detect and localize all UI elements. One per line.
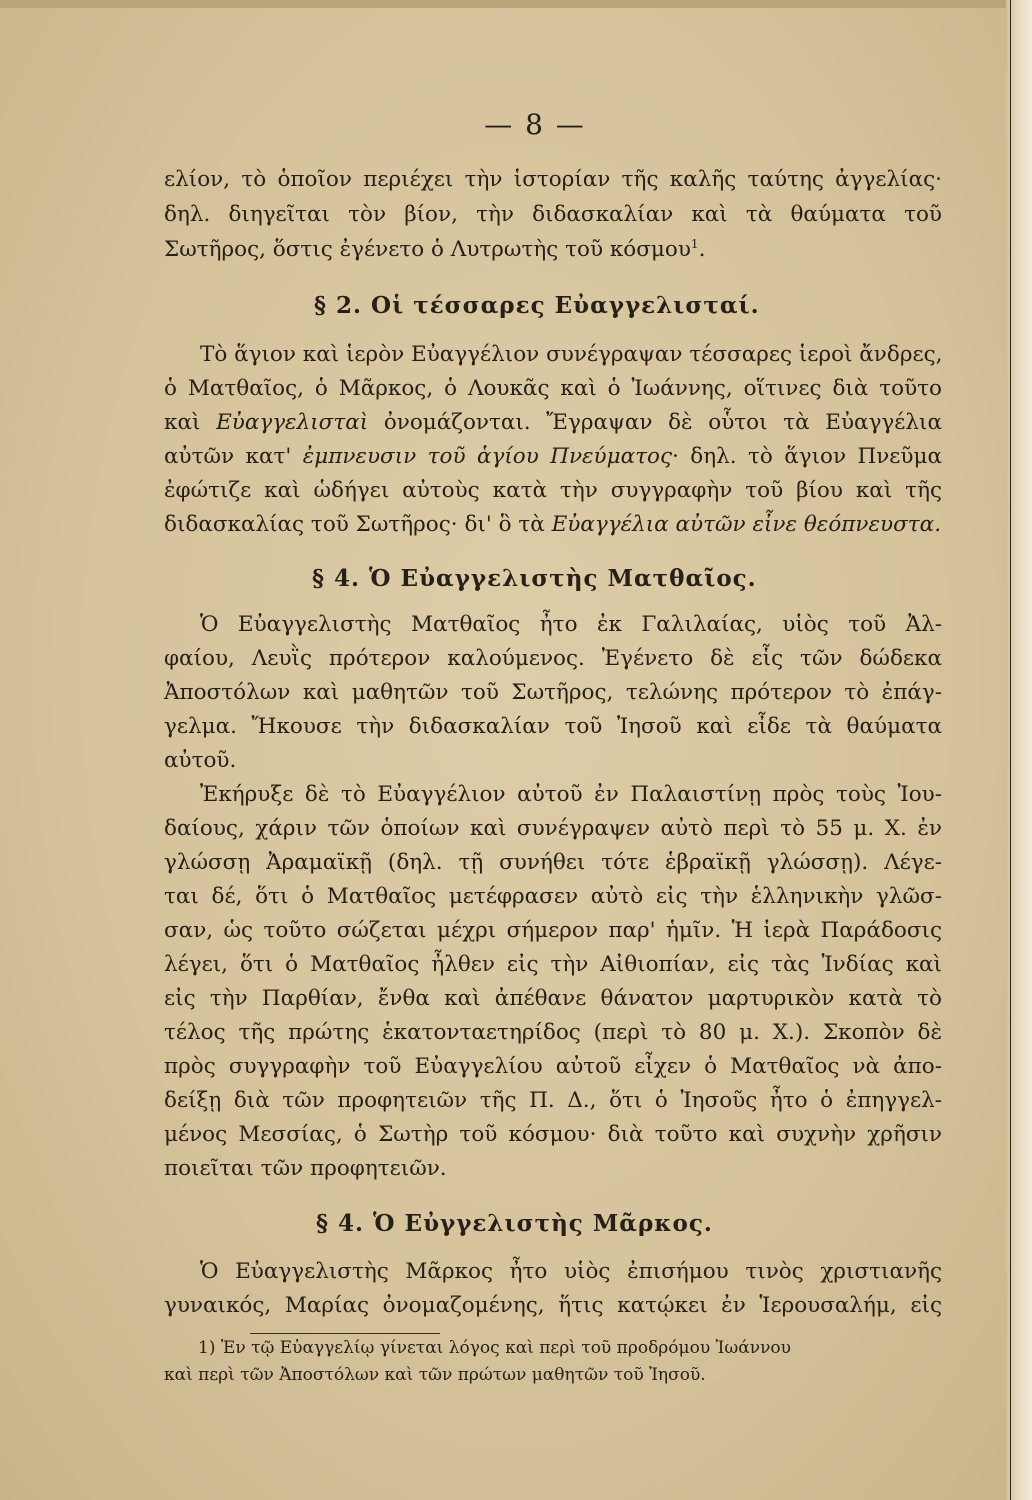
italic-phrase: ἐμπνευσιν τοῦ ἁγίου Πνεύματος [302,444,672,469]
paragraph-line: Ἐκήρυξε δὲ τὸ Εὐαγγέλιον αὐτοῦ ἐν Παλαιστίνῃ πρὸς τοὺς Ἰου- [200,782,942,807]
paragraph-line: Ἀποστόλων καὶ μαθητῶν τοῦ Σωτῆρος, τελώνης πρότερον τὸ ἐπάγ- [164,680,942,705]
paragraph-line: φαίου, Λευῒς πρότερον καλούμενος. Ἐγένετο δὲ εἷς τῶν δώδεκα [164,646,942,671]
paragraph-line: μένος Μεσσίας, ὁ Σωτὴρ τοῦ κόσμου· διὰ τοῦτο καὶ συχνὴν χρῆσιν [164,1122,942,1147]
paragraph-line: πρὸς συγγραφὴν τοῦ Εὐαγγελίου αὐτοῦ εἶχεν ὁ Ματθαῖος νὰ ἀπο- [164,1054,942,1079]
line-text: ὀνομάζονται. Ἔγραψαν δὲ οὗτοι τὰ Εὐαγγέλια [368,410,942,435]
paragraph-line: εἰς τὴν Παρθίαν, ἔνθα καὶ ἀπέθανε θάνατον μαρτυρικὸν κατὰ τὸ [164,986,942,1011]
paragraph-line: ἐφώτιζε καὶ ὡδήγει αὐτοὺς κατὰ τὴν συγγραφὴν τοῦ βίου καὶ τῆς [164,478,942,503]
paragraph-line: ποιεῖται τῶν προφητειῶν. [164,1156,447,1181]
paragraph-line: Τὸ ἅγιον καὶ ἱερὸν Εὐαγγέλιον συνέγραψαν τέσσαρες ἱεροὶ ἄνδρες, [200,342,943,367]
paragraph-line [164,512,942,537]
paragraph-line [164,444,942,469]
line-text: διδασκαλίας τοῦ Σωτῆρος· δι' ὃ τὰ [164,512,552,537]
paragraph-line: αὐτοῦ. [164,748,237,773]
paragraph-line: δαίους, χάριν τῶν ὁποίων καὶ συνέγραψεν αὐτὸ περὶ τὸ 55 μ. Χ. ἐν [164,816,942,841]
paragraph-line: γλώσσῃ Ἀραμαϊκῇ (δηλ. τῇ συνήθει τότε ἑβραϊκῇ γλώσσῃ). Λέγε- [164,850,942,875]
paragraph-line: Ὁ Εὐαγγελιστὴς Μᾶρκος ἦτο υἱὸς ἐπισήμου τινὸς χριστιανῆς [200,1259,942,1284]
footnote-rule [250,1333,440,1334]
paragraph-line: σαν, ὡς τοῦτο σώζεται μέχρι σήμερον παρ' ἡμῖν. Ἡ ἱερὰ Παράδοσις [164,918,942,943]
paragraph-line: ται δέ, ὅτι ὁ Ματθαῖος μετέφρασεν αὐτὸ εἰς τὴν ἑλληνικὴν γλῶσ- [164,884,942,909]
paragraph-line: γελμα. Ἤκουσε τὴν διδασκαλίαν τοῦ Ἰησοῦ καὶ εἶδε τὰ θαύματα [164,714,942,739]
italic-phrase: Εὐαγγέλια αὐτῶν εἶνε θεόπνευστα. [551,512,942,537]
italic-term: Εὐαγγελισταὶ [216,410,369,435]
intro-line-text: Σωτῆρος, ὅστις ἐγένετο ὁ Λυτρωτὴς τοῦ κόσμου [164,237,691,263]
intro-line: δηλ. διηγεῖται τὸν βίον, τὴν διδασκαλίαν καὶ τὰ θαύματα τοῦ [164,202,942,227]
intro-line: ελίον, τὸ ὁποῖον περιέχει τὴν ἱστορίαν τῆς καλῆς ταύτης ἀγγελίας· [164,167,942,192]
paragraph-line: Ὁ Εὐαγγελιστὴς Ματθαῖος ἦτο ἐκ Γαλιλαίας, υἱὸς τοῦ Ἀλ- [200,612,942,637]
intro-line-last [164,237,942,262]
paragraph-line [164,410,942,435]
page-number: — 8 — [484,108,586,141]
paragraph-line: δείξῃ διὰ τῶν προφητειῶν τῆς Π. Δ., ὅτι ὁ Ἰησοῦς ἦτο ὁ ἐπηγγελ- [164,1088,942,1113]
footnote-mark: 1 [690,237,699,251]
line-text: καὶ [164,410,217,435]
paragraph-line: ὁ Ματθαῖος, ὁ Μᾶρκος, ὁ Λουκᾶς καὶ ὁ Ἰωάννης, οἵτινες διὰ τοῦτο [164,376,942,401]
line-text: αὐτῶν κατ' [164,444,303,469]
line-text: · δηλ. τὸ ἅγιον Πνεῦμα [672,444,942,469]
section-heading-evangelists: § 2. Οἱ τέσσαρες Εὐαγγελισταί. [314,292,760,319]
paragraph-line: τέλος τῆς πρώτης ἑκατονταετηρίδος (περὶ τὸ 80 μ. Χ.). Σκοπὸν δὲ [164,1020,942,1045]
paragraph-line: λέγει, ὅτι ὁ Ματθαῖος ἦλθεν εἰς τὴν Αἰθιοπίαν, εἰς τὰς Ἰνδίας καὶ [164,952,942,977]
footnote-line: 1) Ἐν τῷ Εὐαγγελίῳ γίνεται λόγος καὶ περὶ τοῦ προδρόμου Ἰωάννου [198,1338,791,1358]
page-top-edge [0,0,1032,8]
paragraph-line: γυναικός, Μαρίας ὀνομαζομένης, ἥτις κατῴκει ἐν Ἱερουσαλήμ, εἰς [164,1293,942,1318]
footnote-line: καὶ περὶ τῶν Ἀποστόλων καὶ τῶν πρώτων μαθητῶν τοῦ Ἰησοῦ. [164,1365,706,1385]
page-right-edge [1006,0,1032,1500]
section-heading-mark: § 4. Ὁ Εὐγγελιστὴς Μᾶρκος. [316,1210,713,1237]
intro-line-end: . [698,237,706,263]
section-heading-matthew: § 4. Ὁ Εὐαγγελιστὴς Ματθαῖος. [312,565,757,592]
